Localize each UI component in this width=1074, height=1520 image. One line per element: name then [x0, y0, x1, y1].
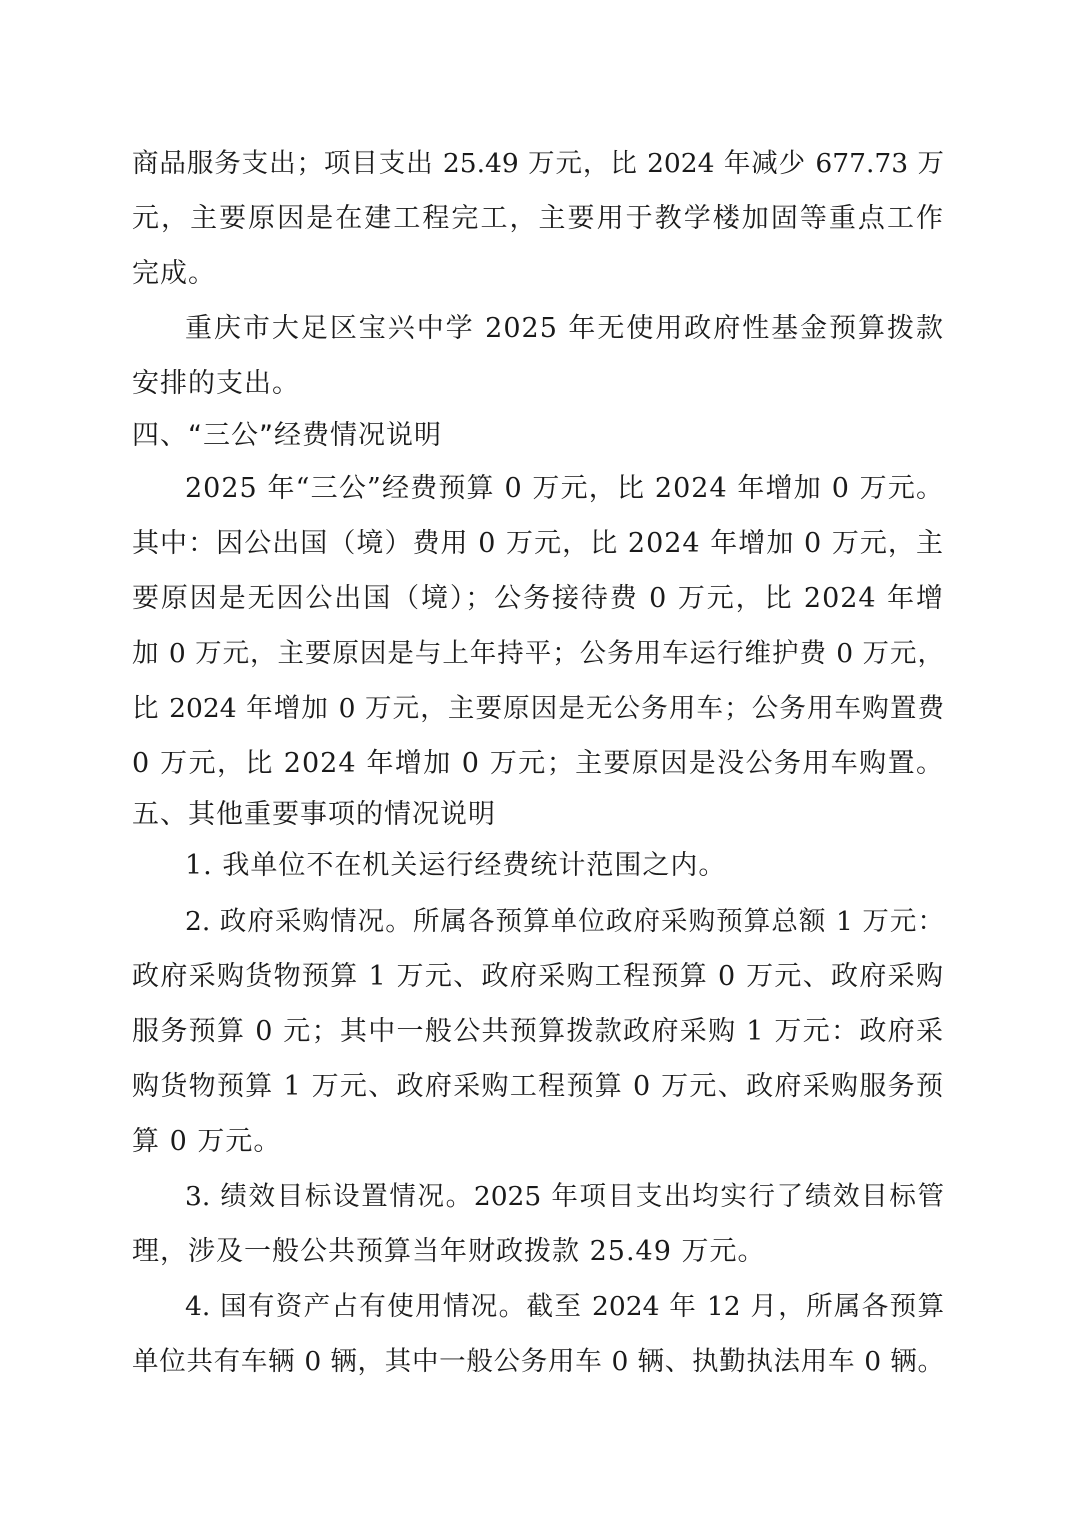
paragraph-line: 购货物预算 1 万元、政府采购工程预算 0 万元、政府采购服务预	[132, 1071, 944, 1102]
paragraph-line: 完成。	[132, 258, 216, 289]
list-item: 2. 政府采购情况。所属各预算单位政府采购预算总额 1 万元：	[185, 906, 944, 937]
paragraph-line: 2025 年“三公”经费预算 0 万元，比 2024 年增加 0 万元。	[185, 473, 944, 504]
section-heading: 五、其他重要事项的情况说明	[132, 799, 496, 830]
paragraph-line: 服务预算 0 元；其中一般公共预算拨款政府采购 1 万元：政府采	[132, 1016, 944, 1047]
section-heading: 四、“三公”经费情况说明	[132, 420, 442, 451]
paragraph-line: 安排的支出。	[132, 368, 300, 399]
list-item: 1. 我单位不在机关运行经费统计范围之内。	[185, 850, 727, 881]
paragraph-line: 政府采购货物预算 1 万元、政府采购工程预算 0 万元、政府采购	[132, 961, 944, 992]
paragraph-line: 其中：因公出国（境）费用 0 万元，比 2024 年增加 0 万元，主	[132, 528, 944, 559]
paragraph-line: 元，主要原因是在建工程完工，主要用于教学楼加固等重点工作	[132, 203, 944, 234]
paragraph-line: 0 万元，比 2024 年增加 0 万元；主要原因是没公务用车购置。	[132, 748, 944, 779]
paragraph-line: 重庆市大足区宝兴中学 2025 年无使用政府性基金预算拨款	[185, 313, 944, 344]
list-item: 4. 国有资产占有使用情况。截至 2024 年 12 月，所属各预算	[185, 1291, 944, 1322]
paragraph-line: 单位共有车辆 0 辆，其中一般公务用车 0 辆、执勤执法用车 0 辆。	[132, 1346, 944, 1377]
paragraph-line: 加 0 万元，主要原因是与上年持平；公务用车运行维护费 0 万元，	[132, 638, 944, 669]
paragraph-line: 算 0 万元。	[132, 1126, 282, 1157]
list-item: 3. 绩效目标设置情况。2025 年项目支出均实行了绩效目标管	[185, 1181, 944, 1212]
paragraph-line: 比 2024 年增加 0 万元，主要原因是无公务用车；公务用车购置费	[132, 693, 944, 724]
paragraph-line: 商品服务支出；项目支出 25.49 万元，比 2024 年减少 677.73 万	[132, 148, 944, 179]
paragraph-line: 要原因是无因公出国（境）；公务接待费 0 万元，比 2024 年增	[132, 583, 944, 614]
paragraph-line: 理，涉及一般公共预算当年财政拨款 25.49 万元。	[132, 1236, 766, 1267]
